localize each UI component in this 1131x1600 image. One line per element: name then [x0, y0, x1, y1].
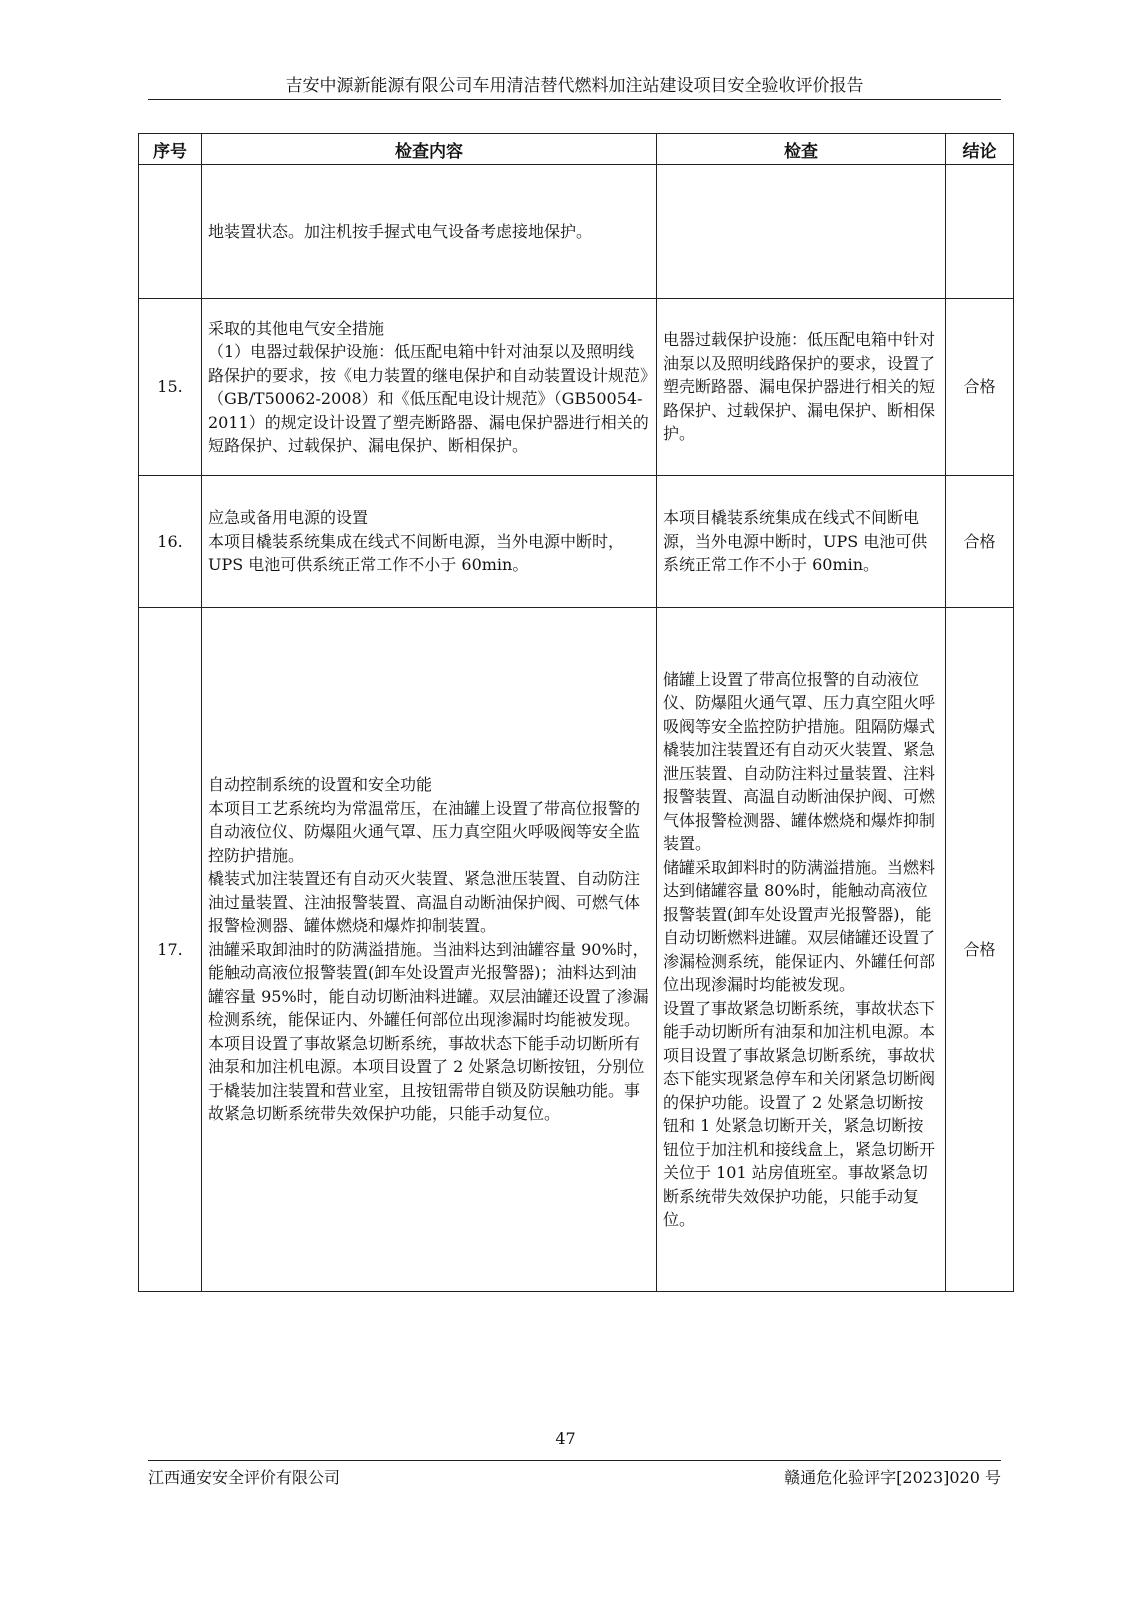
- row-check: [657, 608, 946, 1292]
- column-header-number: 序号: [139, 134, 202, 165]
- row-result: 合格: [946, 476, 1014, 608]
- page-header-title: 吉安中源新能源有限公司车用清洁替代燃料加注站建设项目安全验收评价报告: [285, 76, 864, 96]
- table-row: [139, 299, 1014, 476]
- column-header-result: 结论: [946, 134, 1014, 165]
- row-content: [202, 299, 657, 476]
- row-number: [139, 165, 202, 299]
- content-paragraph: 自动控制系统的设置和安全功能: [208, 775, 433, 795]
- table-row: [139, 165, 1014, 299]
- row-number: 17.: [139, 608, 202, 1292]
- table-row: [139, 608, 1014, 1292]
- content-paragraph: 油罐采取卸油时的防满溢措施。当油料达到油罐容量 90%时，能触动高液位报警装置(卸车处设置声光报警器)；油料达到油罐容量 95%时，能自动切断油料进罐。双层油罐还设置了渗漏检测系统，能保证内、外罐任何部位出现渗漏时均能被发现。: [208, 939, 649, 1030]
- content-paragraph: 本项目工艺系统均为常温常压，在油罐上设置了带高位报警的自动液位仪、防爆阻火通气罩、压力真空阻火呼吸阀等安全监控防护措施。: [208, 798, 641, 865]
- check-paragraph: 本项目橇装系统集成在线式不间断电源，当外电源中断时，UPS 电池可供系统正常工作不小于 60min。: [663, 508, 928, 575]
- row-number: 15.: [139, 299, 202, 476]
- content-paragraph: 采取的其他电气安全措施: [208, 318, 385, 338]
- row-result: [946, 165, 1014, 299]
- content-paragraph: 本项目设置了事故紧急切断系统，事故状态下能手动切断所有油泵和加注机电源。本项目设置了 2 处紧急切断按钮，分别位于橇装加注装置和营业室，且按钮需带自锁及防误触功能。事故紧急切断系统带失效保护功能，只能手动复位。: [208, 1033, 645, 1124]
- check-paragraph: 储罐采取卸料时的防满溢措施。当燃料达到储罐容量 80%时，能触动高液位报警装置(卸车处设置声光报警器)，能自动切断燃料进罐。双层储罐还设置了渗漏检测系统，能保证内、外罐任何部位出现渗漏时均能被发现。: [663, 857, 936, 994]
- content-paragraph: 橇装式加注装置还有自动灭火装置、紧急泄压装置、自动防注油过量装置、注油报警装置、高温自动断油保护阀、可燃气体报警检测器、罐体燃烧和爆炸抑制装置。: [208, 869, 641, 936]
- row-result: 合格: [946, 299, 1014, 476]
- row-content: [202, 608, 657, 1292]
- footer-divider: [148, 1460, 1001, 1461]
- row-content: [202, 476, 657, 608]
- row-number: 16.: [139, 476, 202, 608]
- check-paragraph: 电器过载保护设施：低压配电箱中针对油泵以及照明线路保护的要求，设置了塑壳断路器、漏电保护器进行相关的短路保护、过载保护、漏电保护、断相保护。: [663, 330, 936, 444]
- row-check: [657, 165, 946, 299]
- content-paragraph: 地装置状态。加注机按手握式电气设备考虑接地保护。: [208, 221, 593, 241]
- footer-doc-number: 赣通危化验评字[2023]020 号: [784, 1468, 1001, 1487]
- table-header-row: [139, 134, 1014, 165]
- row-result: 合格: [946, 608, 1014, 1292]
- check-paragraph: 设置了事故紧急切断系统，事故状态下能手动切断所有油泵和加注机电源。本项目设置了事故紧急切断系统，事故状态下能实现紧急停车和关闭紧急切断阀的保护功能。设置了 2 处紧急切断按钮和 1 处紧急切断开关，紧急切断按钮位于加注机和接线盒上，紧急切断开关位于 101 站房值班室。事故紧急切断系统带失效保护功能，只能手动复位。: [663, 998, 936, 1229]
- content-paragraph: 本项目橇装系统集成在线式不间断电源，当外电源中断时，UPS 电池可供系统正常工作不小于 60min。: [208, 531, 625, 575]
- check-paragraph: 储罐上设置了带高位报警的自动液位仪、防爆阻火通气罩、压力真空阻火呼吸阀等安全监控防护措施。阻隔防爆式橇装加注装置还有自动灭火装置、紧急泄压装置、自动防注料过量装置、注料报警装置、高温自动断油保护阀、可燃气体报警检测器、罐体燃烧和爆炸抑制装置。: [663, 669, 936, 853]
- header-divider: [148, 99, 1001, 100]
- content-paragraph: 应急或备用电源的设置: [208, 508, 369, 528]
- row-check: [657, 299, 946, 476]
- content-paragraph: （1）电器过载保护设施：低压配电箱中针对油泵以及照明线路保护的要求，按《电力装置的继电保护和自动装置设计规范》（GB/T50062-2008）和《低压配电设计规范》（GB50054-2011）的规定设计设置了塑壳断路器、漏电保护器进行相关的短路保护、过载保护、漏电保护、断相保护。: [208, 342, 649, 455]
- column-header-content: 检查内容: [202, 134, 657, 165]
- page-number: 47: [555, 1429, 576, 1448]
- row-content: [202, 165, 657, 299]
- row-check: [657, 476, 946, 608]
- column-header-check: 检查: [657, 134, 946, 165]
- table-row: [139, 476, 1014, 608]
- footer-company: 江西通安安全评价有限公司: [148, 1468, 341, 1487]
- inspection-table: [138, 133, 1014, 1292]
